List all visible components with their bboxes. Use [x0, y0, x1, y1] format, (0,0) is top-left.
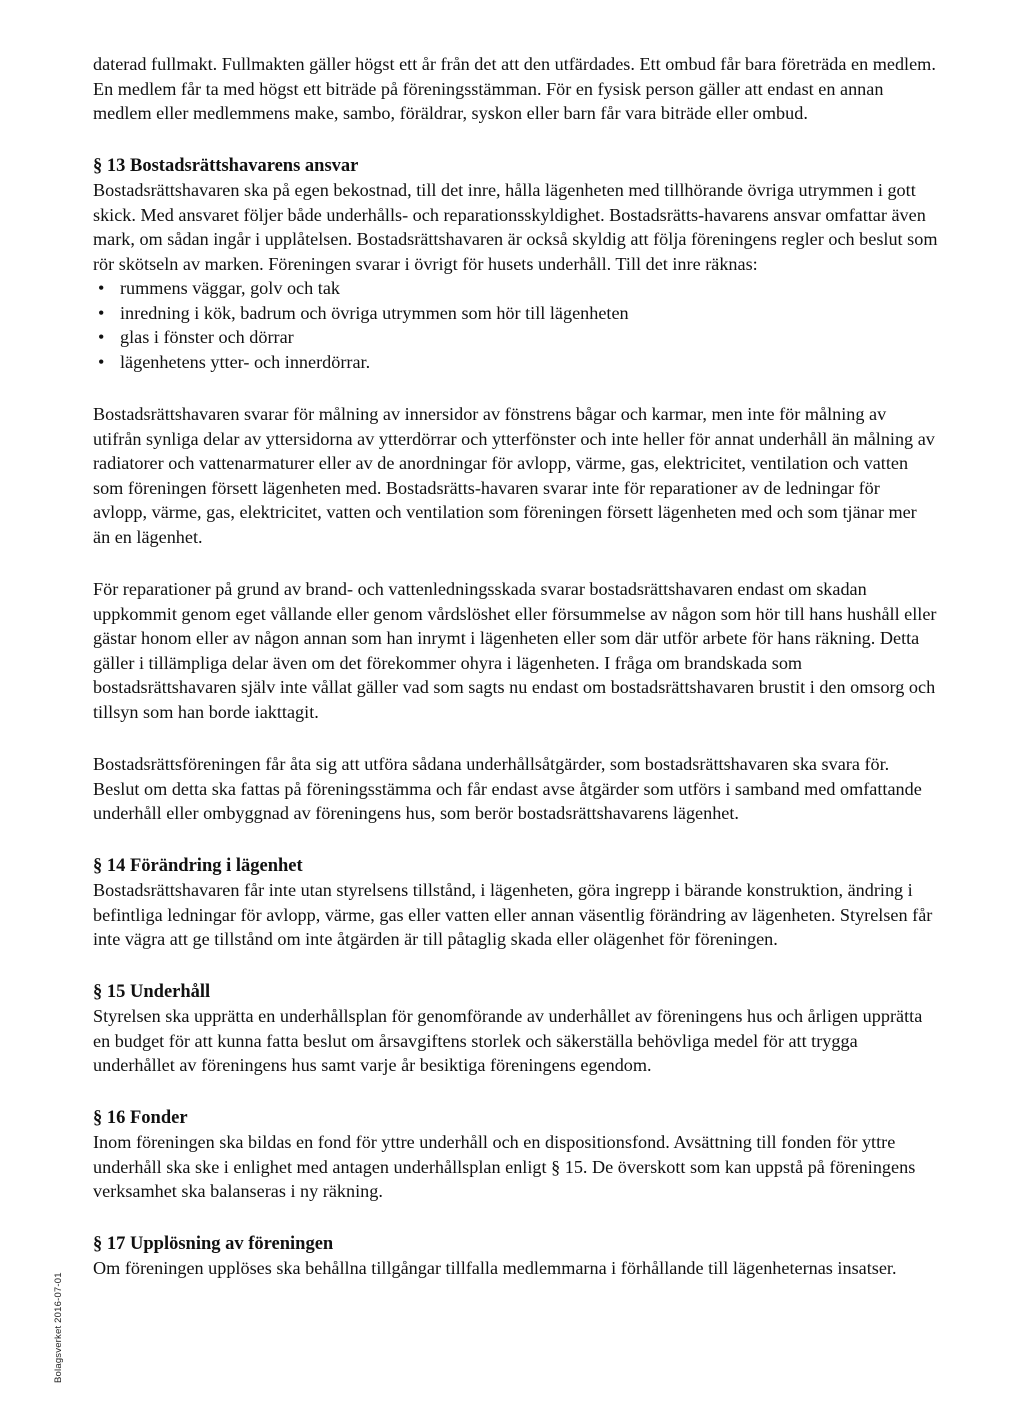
- section-heading: § 17 Upplösning av föreningen: [93, 1233, 334, 1254]
- section-paragraph: Om föreningen upplöses ska behållna tillgångar tillfalla medlemmarna i förhållande till lägenheternas insatser.: [93, 1258, 897, 1278]
- intro-paragraph: daterad fullmakt. Fullmakten gäller högst ett år från det att den utfärdades. Ett ombud får bara företräda en medlem. En medlem får ta med högst ett biträde på föreningsstämman. För en fysisk person gäller att endast en annan medlem eller medlemmens make, sambo, föräldrar, syskon eller barn får vara biträde eller ombud.: [93, 54, 936, 123]
- section-heading: § 16 Fonder: [93, 1107, 188, 1128]
- document-page: [93, 52, 938, 1281]
- list-item: • rummens väggar, golv och tak: [93, 276, 938, 301]
- section-16: [93, 1106, 938, 1204]
- section-heading: § 14 Förändring i lägenhet: [93, 855, 303, 876]
- section-paragraph: För reparationer på grund av brand- och vattenledningsskada svarar bostadsrättshavaren endast om skadan uppkommit genom eget vållande eller genom vårdslöshet eller försummelse av någon som hör till hans hushåll eller gästar honom eller av någon annan som han inrymt i lägenheten eller som där utför arbete för hans räkning. Detta gäller i tillämpliga delar även om det förekommer ohyra i lägenheten. I fråga om brandskada som bostadsrättshavaren själv inte vållat gäller vad som sagts nu endast om bostadsrättshavaren brustit i den omsorg och tillsyn som han borde iakttagit.: [93, 579, 937, 722]
- bullet-icon: •: [98, 278, 105, 298]
- bullet-icon: •: [98, 327, 105, 347]
- section-paragraph: Bostadsrättshavaren svarar för målning av innersidor av fönstrens bågar och karmar, men inte för målning av utifrån synliga delar av yttersidorna av ytterdörrar och ytterfönster och inte heller för annat underhåll än målning av radiatorer och vattenarmaturer eller av de anordningar för avlopp, värme, gas, elektricitet, ventilation och vatten som föreningen försett lägenheten med. Bostadsrätts-havaren svarar inte för reparationer av de ledningar för avlopp, värme, gas, elektricitet, vatten och ventilation som föreningen försett lägenheten med och som tjänar mer än en lägenhet.: [93, 404, 935, 547]
- list-item: • lägenhetens ytter- och innerdörrar.: [93, 350, 938, 375]
- list-item: • glas i fönster och dörrar: [93, 325, 938, 350]
- section-heading: § 13 Bostadsrättshavarens ansvar: [93, 155, 359, 176]
- section-13: [93, 154, 938, 826]
- section-paragraph: Inom föreningen ska bildas en fond för yttre underhåll och en dispositionsfond. Avsättning till fonden för yttre underhåll ska ske i enlighet med antagen underhållsplan enligt § 15. De överskott som kan uppstå på föreningens verksamhet ska balanseras i ny räkning.: [93, 1132, 916, 1201]
- section-paragraph: Bostadsrättsföreningen får åta sig att utföra sådana underhållsåtgärder, som bostadsrättshavaren ska svara för. Beslut om detta ska fattas på föreningsstämma och får endast avse åtgärder som utförs i samband med omfattande underhåll eller ombyggnad av föreningens hus, som berör bostadsrättshavarens lägenhet.: [93, 754, 922, 823]
- section-heading: § 15 Underhåll: [93, 981, 211, 1002]
- section-paragraph: Bostadsrättshavaren ska på egen bekostnad, till det inre, hålla lägenheten med tillhörande övriga utrymmen i gott skick. Med ansvaret följer både underhålls- och reparationsskyldighet. Bostadsrätts-havarens ansvar omfattar även mark, om sådan ingår i upplåtelsen. Bostadsrättshavaren är också skyldig att följa föreningens regler och beslut som rör skötseln av marken. Föreningen svarar i övrigt för husets underhåll. Till det inre räknas:: [93, 180, 938, 274]
- list-item: • inredning i kök, badrum och övriga utrymmen som hör till lägenheten: [93, 301, 938, 326]
- bullet-icon: •: [98, 351, 105, 372]
- sidebar-version-stamp: Bolagsverket 2016-07-01: [53, 1272, 64, 1383]
- section-15: [93, 980, 938, 1078]
- bullet-icon: •: [98, 302, 105, 323]
- bullet-list: [93, 276, 938, 374]
- section-paragraph: Styrelsen ska upprätta en underhållsplan för genomförande av underhållet av föreningens hus och årligen upprätta en budget för att kunna fatta beslut om årsavgiftens storlek och säkerställa behövliga medel för att trygga underhållet av föreningens hus samt varje år besiktiga föreningens egendom.: [93, 1006, 923, 1075]
- section-17: [93, 1232, 938, 1281]
- section-14: [93, 854, 938, 952]
- section-paragraph: Bostadsrättshavaren får inte utan styrelsens tillstånd, i lägenheten, göra ingrepp i bärande konstruktion, ändring i befintliga ledningar för avlopp, värme, gas eller vatten eller annan väsentlig förändring av lägenheten. Styrelsen får inte vägra att ge tillstånd om inte åtgärden är till påtaglig skada eller olägenhet för föreningen.: [93, 880, 933, 949]
